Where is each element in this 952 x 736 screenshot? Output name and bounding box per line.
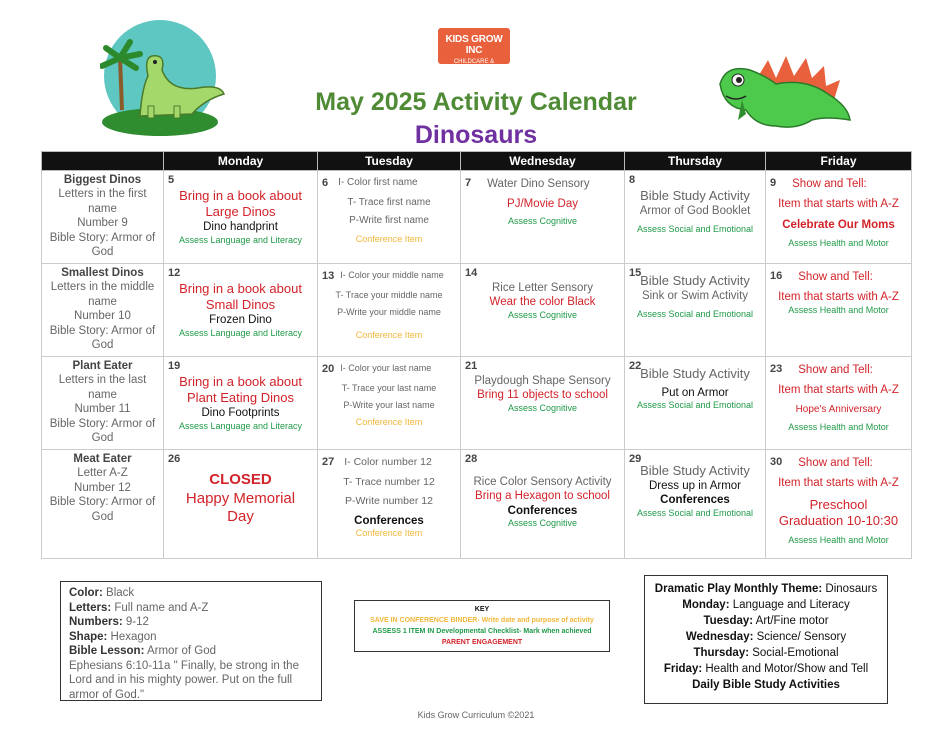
week-number: Number 12: [74, 481, 131, 494]
assessment: Assess Social and Emotional: [636, 309, 754, 320]
week-theme: Plant Eater: [72, 360, 133, 372]
assessment: Assess Social and Emotional: [636, 400, 754, 411]
day-cell: [766, 264, 912, 357]
activity: Rice Color Sensory Activity: [473, 475, 612, 488]
day-cell: [766, 450, 912, 559]
week-info: [42, 357, 164, 450]
week-info: [42, 450, 164, 559]
theme-label: Dramatic Play Monthly Theme:: [654, 583, 823, 595]
summary-numbers-label: Numbers:: [69, 616, 123, 628]
day-cell: [625, 450, 766, 559]
activity: Item that starts with A-Z: [778, 384, 899, 397]
day-number: 29: [629, 453, 642, 465]
key-title: KEY: [474, 606, 490, 613]
day-number: 12: [168, 267, 181, 279]
summary-bible-label: Bible Lesson:: [69, 645, 145, 657]
header-thursday: Thursday: [625, 152, 766, 171]
day-cell: [461, 264, 625, 357]
summary-color: Black: [102, 587, 135, 599]
activity: T- Trace your last name: [341, 382, 437, 393]
theme-friday: Health and Motor/Show and Tell: [702, 663, 869, 675]
activity: PJ/Movie Day: [507, 198, 578, 211]
week-bible: Bible Story: Armor of God: [49, 496, 156, 523]
activity: Dino Footprints: [201, 407, 280, 420]
day-cell: [164, 357, 318, 450]
header-tuesday: Tuesday: [318, 152, 461, 171]
header-blank: [42, 152, 164, 171]
week-letters: Letters in the last name: [58, 374, 147, 401]
logo-tagline: CHILDCARE & PRESCHOOL: [453, 59, 495, 71]
activity: Sink or Swim Activity: [641, 290, 749, 302]
key-assess: ASSESS 1 ITEM IN Developmental Checklist- Mark when achieved: [372, 628, 592, 635]
day-number: 16: [770, 270, 783, 282]
assessment: Assess Health and Motor: [788, 535, 889, 546]
page-title: May 2025 Activity Calendar: [315, 88, 637, 116]
assessment: Assess Social and Emotional: [636, 224, 754, 235]
day-cell: [625, 264, 766, 357]
day-number: 8: [629, 174, 636, 186]
activity: Playdough Shape Sensory: [474, 374, 611, 387]
summary-numbers: 9-12: [122, 616, 149, 628]
activity: Item that starts with A-Z: [778, 291, 899, 304]
assessment: Assess Cognitive: [507, 215, 578, 226]
day-number: 20: [322, 363, 335, 375]
activity: Dino handprint: [203, 221, 278, 234]
activity: Armor of God Booklet: [639, 205, 751, 217]
closed-label: CLOSED: [209, 470, 272, 488]
activity: Show and Tell:: [792, 178, 867, 190]
day-number: 28: [465, 453, 478, 465]
theme-wednesday: Science/ Sensory: [753, 631, 847, 643]
kids-grow-logo: [438, 28, 510, 71]
activity: Show and Tell:: [798, 457, 873, 469]
theme-bible: Daily Bible Study Activities: [692, 679, 840, 691]
activity: Item that starts with A-Z: [778, 198, 899, 211]
activity-calendar: [41, 151, 912, 559]
day-number: 22: [629, 360, 642, 372]
week-row: [42, 357, 912, 450]
activity: P-Write your middle name: [337, 307, 441, 317]
week-bible: Bible Story: Armor of God: [49, 324, 156, 351]
activity: I- Color first name: [338, 177, 418, 188]
day-cell: [461, 450, 625, 559]
assessment: Assess Cognitive: [507, 402, 578, 413]
theme-wednesday-label: Wednesday:: [685, 631, 754, 643]
activity: Bring a Hexagon to school: [475, 490, 610, 503]
day-number: 13: [322, 270, 335, 282]
activity: Wear the color Black: [489, 296, 596, 309]
footer-copyright: Kids Grow Curriculum ©2021: [417, 710, 535, 720]
assessment: Assess Language and Literacy: [178, 234, 303, 245]
monthly-summary-box: [60, 581, 322, 701]
day-cell: [164, 450, 318, 559]
conference-item: Conference Item: [355, 233, 423, 244]
activity: Bring 11 objects to school: [477, 389, 608, 402]
activity: P-Write first name: [349, 215, 429, 227]
week-theme: Smallest Dinos: [61, 267, 144, 279]
summary-verse: Ephesians 6:10-11a " Finally, be strong in the Lord and in his mighty power. Put on the full armor of God.": [69, 659, 299, 701]
summary-letters-label: Letters:: [69, 601, 112, 614]
day-cell: [766, 357, 912, 450]
activity: T- Trace first name: [347, 196, 431, 208]
day-number: 23: [770, 363, 783, 375]
assessment: Assess Health and Motor: [788, 422, 889, 433]
day-cell: [164, 264, 318, 357]
activity: Celebrate Our Moms: [782, 218, 895, 231]
activity: Hope's Anniversary: [795, 403, 882, 415]
week-number: Number 10: [74, 310, 131, 323]
conference-item: Conference Item: [355, 528, 423, 539]
activity: I- Color your last name: [340, 363, 432, 373]
activity: Bring in a book about Small Dinos: [179, 280, 302, 312]
week-letters: Letter A-Z: [77, 467, 128, 480]
holiday-label: Happy Memorial Day: [185, 489, 296, 526]
activity: P-Write your last name: [343, 400, 435, 410]
assessment: Assess Cognitive: [507, 309, 578, 320]
assessment: Assess Language and Literacy: [178, 420, 303, 431]
header-friday: Friday: [766, 152, 912, 171]
day-number: 14: [465, 267, 478, 279]
activity: Frozen Dino: [209, 314, 272, 327]
activity: Water Dino Sensory: [487, 178, 590, 190]
key-parent: PARENT ENGAGEMENT: [441, 639, 523, 646]
week-bible: Bible Story: Armor of God: [49, 231, 156, 258]
activity: Put on Armor: [661, 387, 729, 399]
week-row: [42, 450, 912, 559]
theme-box: [644, 575, 888, 704]
conferences-label: Conferences: [354, 515, 424, 527]
theme-value: Dinosaurs: [822, 583, 878, 595]
activity: I- Color your middle name: [340, 270, 444, 280]
day-cell: [318, 171, 461, 264]
theme-friday-label: Friday:: [663, 663, 703, 675]
day-cell: [461, 171, 625, 264]
page-subtitle: Dinosaurs: [414, 121, 538, 149]
activity: T- Trace number 12: [343, 475, 435, 488]
assessment: Assess Health and Motor: [788, 304, 889, 315]
activity: Bring in a book about Large Dinos: [179, 187, 302, 219]
day-cell: [766, 171, 912, 264]
summary-color-label: Color:: [69, 587, 103, 599]
activity: Bible Study Activity: [640, 187, 750, 203]
day-cell: [164, 171, 318, 264]
conferences-label: Conferences: [660, 494, 730, 507]
key-box: [354, 600, 610, 652]
activity: Item that starts with A-Z: [778, 477, 899, 490]
week-info: [42, 264, 164, 357]
calendar-header-row: [42, 152, 912, 171]
assessment: Assess Cognitive: [507, 517, 578, 528]
summary-letters: Full name and A-Z: [111, 601, 209, 614]
day-cell: [625, 357, 766, 450]
assessment: Assess Language and Literacy: [178, 327, 303, 338]
day-cell: [318, 264, 461, 357]
day-number: 30: [770, 456, 783, 468]
day-number: 7: [465, 177, 472, 189]
summary-bible: Armor of God: [144, 645, 216, 657]
week-number: Number 9: [77, 217, 128, 230]
day-number: 15: [629, 267, 642, 279]
theme-monday-label: Monday:: [682, 599, 730, 611]
activity: P-Write number 12: [345, 494, 433, 507]
day-number: 21: [465, 360, 478, 372]
theme-monday: Language and Literacy: [729, 599, 850, 611]
week-letters: Letters in the first name: [58, 188, 147, 215]
conferences-label: Conferences: [507, 504, 578, 517]
activity: Bring in a book about Plant Eating Dinos: [179, 373, 302, 405]
week-bible: Bible Story: Armor of God: [49, 417, 156, 444]
summary-shape: Hexagon: [107, 630, 157, 643]
day-cell: [318, 450, 461, 559]
graduation-label: Preschool Graduation 10-10:30: [778, 496, 899, 528]
assessment: Assess Social and Emotional: [636, 507, 754, 518]
week-theme: Biggest Dinos: [63, 174, 142, 186]
activity: I- Color number 12: [344, 456, 432, 468]
day-number: 5: [168, 174, 175, 186]
theme-thursday: Social-Emotional: [749, 647, 839, 659]
activity: Rice Letter Sensory: [492, 281, 593, 294]
week-row: [42, 171, 912, 264]
logo-title: KIDS GROW INC: [445, 34, 503, 56]
activity: Bible Study Activity: [640, 365, 750, 381]
header-wednesday: Wednesday: [461, 152, 625, 171]
conference-item: Conference Item: [355, 417, 423, 428]
day-number: 19: [168, 360, 181, 372]
theme-tuesday: Art/Fine motor: [753, 615, 829, 627]
theme-thursday-label: Thursday:: [693, 647, 750, 659]
day-number: 6: [322, 177, 329, 189]
week-letters: Letters in the middle name: [50, 281, 155, 308]
assessment: Assess Health and Motor: [788, 238, 889, 249]
conference-item: Conference Item: [355, 330, 423, 341]
header-monday: Monday: [164, 152, 318, 171]
week-theme: Meat Eater: [73, 453, 132, 465]
activity: Bible Study Activity: [640, 272, 750, 288]
activity: Show and Tell:: [798, 271, 873, 283]
activity: Bible Study Activity: [640, 462, 750, 478]
day-number: 27: [322, 456, 335, 468]
week-number: Number 11: [74, 403, 131, 416]
activity: T- Trace your middle name: [335, 289, 443, 300]
week-row: [42, 264, 912, 357]
day-cell: [625, 171, 766, 264]
day-number: 9: [770, 177, 777, 189]
day-number: 26: [168, 453, 181, 465]
activity: Dress up in Armor: [648, 480, 742, 492]
key-conference: SAVE IN CONFERENCE BINDER- Write date and purpose of activity: [370, 617, 594, 624]
week-info: [42, 171, 164, 264]
day-cell: [461, 357, 625, 450]
theme-tuesday-label: Tuesday:: [703, 615, 754, 627]
day-cell: [318, 357, 461, 450]
activity: Show and Tell:: [798, 364, 873, 376]
summary-shape-label: Shape:: [69, 630, 108, 643]
